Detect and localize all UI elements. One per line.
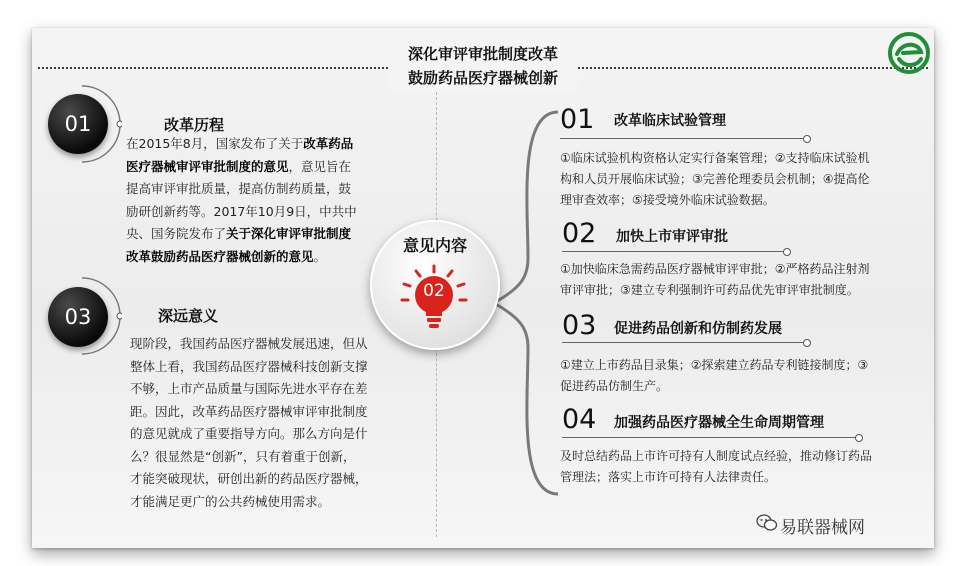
item-text-4: 及时总结药品上市许可持有人制度试点经验，推动修订药品 管理法；落实上市许可持有人法律责任。 <box>560 449 873 484</box>
significance-paragraph: 现阶段，我国药品医疗器械发展迅速，但从 整体上看，我国药品医疗器械科技创新支撑 不够，上市产品质量与国际先进水平存在差 距。因此，改革药品医疗器械审评审批制度 的意见就成了重要指导方向。那么方向是什 么？很显然是“创新”，只有着重于创新， 才能突破现状，研创出新的药品医疗器械， 才能满足更广的公共药械使用需求。 <box>130 336 368 509</box>
item-underline <box>562 437 860 438</box>
watermark-text: 易联器械网 <box>780 518 865 538</box>
section-title-history: 改革历程 <box>164 116 225 134</box>
item-text-3: ①建立上市药品目录集；②探索建立药品专利链接制度；③ 促进药品仿制生产。 <box>560 358 869 393</box>
title-line-1: 深化审评审批制度改革 <box>407 45 558 63</box>
item-title-4: 加强药品医疗器械全生命周期管理 <box>614 415 824 431</box>
item-title-1: 改革临床试验管理 <box>614 113 726 129</box>
item-title-3: 促进药品创新和仿制药发展 <box>614 321 782 337</box>
curly-brace-decoration <box>490 108 560 498</box>
item-underline <box>562 251 788 252</box>
green-circle-logo-icon <box>888 32 930 74</box>
section-title-significance: 深远意义 <box>158 307 219 325</box>
item-text-1: ①临床试验机构资格认定实行备案管理；②支持临床试验机 构和人员开展临床试验；③完善伦理委员会机制；④提高伦 理审查效率；⑤接受境外临床试验数据。 <box>560 151 870 207</box>
item-text-2: ①加快临床急需药品医疗器械审评审批；②严格药品注射剂 审评审批；③建立专利强制许可药品优先审评审批制度。 <box>560 262 870 297</box>
center-badge-02: 02 <box>423 281 445 301</box>
item-underline <box>560 138 808 139</box>
item-number-03: 03 <box>562 310 597 341</box>
item-number-04: 04 <box>562 404 597 435</box>
wechat-icon <box>756 513 778 533</box>
badge-03: 03 <box>48 287 108 347</box>
title-line-2: 鼓励药品医疗器械创新 <box>407 69 558 87</box>
item-number-02: 02 <box>562 218 597 249</box>
item-underline <box>562 342 808 343</box>
item-title-2: 加快上市审评审批 <box>616 229 728 245</box>
badge-01: 01 <box>48 94 108 154</box>
page-title <box>388 42 578 92</box>
history-paragraph: 在2015年8月，国家发布了关于改革药品 医疗器械审评审批制度的意见，意见旨在 提高审评审批质量，提高仿制药质量，鼓 励研创新药等。2017年10月9日，中共中 央、国务院发布了关于深化审评审批制度 改革鼓励药品医疗器械创新的意见。 <box>126 136 357 264</box>
center-label: 意见内容 <box>402 236 467 255</box>
item-number-01: 01 <box>560 104 595 135</box>
